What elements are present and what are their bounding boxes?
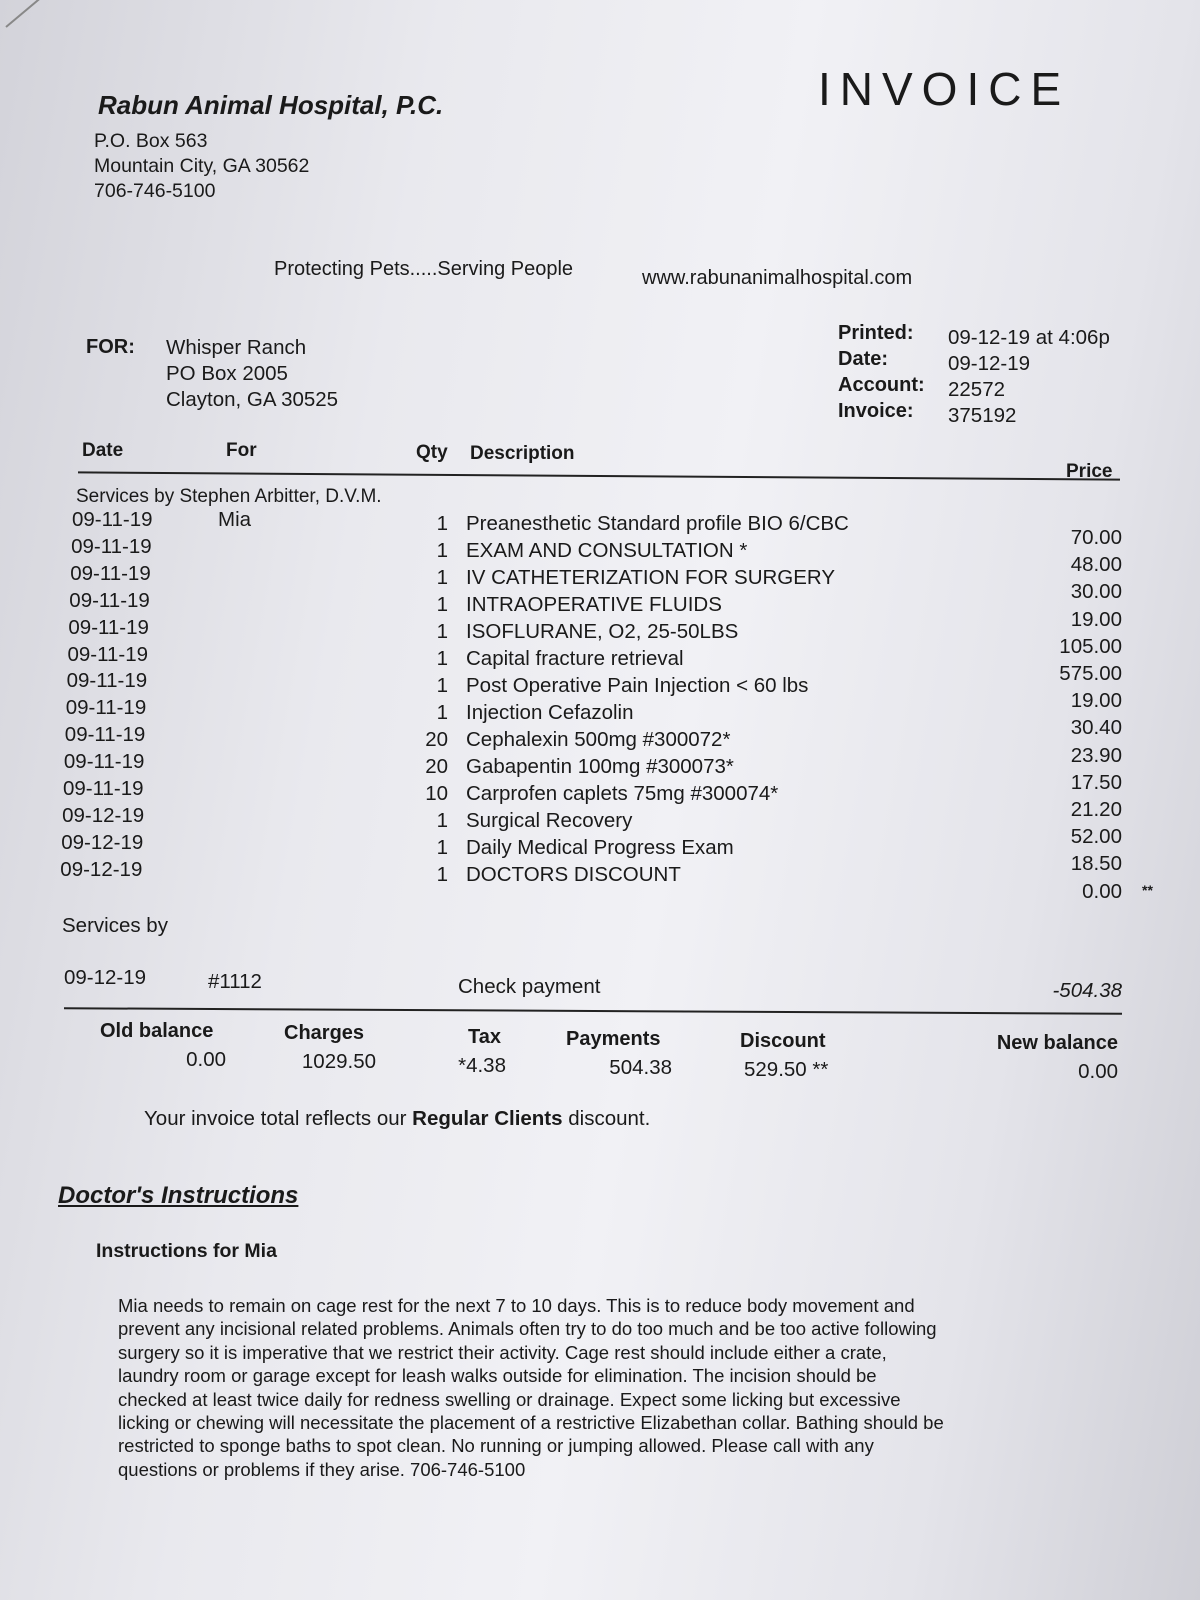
line-item-description: Carprofen caplets 75mg #300074*: [466, 781, 779, 805]
line-item-description: IV CATHETERIZATION FOR SURGERY: [466, 565, 836, 589]
line-item-description: DOCTORS DISCOUNT: [466, 862, 681, 886]
line-item-date: 09-12-19: [61, 830, 144, 854]
tax-label: Tax: [468, 1026, 501, 1048]
line-item-qty: 1: [436, 512, 448, 535]
clinic-phone: 706-746-5100: [94, 180, 216, 202]
line-item-qty: 1: [436, 538, 448, 562]
line-item-price: 575.00: [1059, 662, 1122, 685]
line-item-qty: 10: [425, 781, 448, 805]
line-item-price: 48.00: [1070, 553, 1122, 577]
discount-note-suffix: discount.: [562, 1107, 651, 1130]
line-item-date: 09-11-19: [68, 615, 149, 639]
invoice-title: INVOICE: [818, 63, 1071, 115]
line-item-date: 09-11-19: [71, 534, 152, 558]
line-item-date: 09-11-19: [66, 669, 148, 693]
printed-value: 09-12-19 at 4:06p: [948, 326, 1110, 349]
payments-label: Payments: [566, 1028, 661, 1050]
payment-reference: #1112: [208, 970, 262, 993]
line-item-qty: 1: [436, 862, 448, 886]
printed-label: Printed:: [838, 322, 914, 344]
bill-to-line: Clayton, GA 30525: [166, 388, 339, 411]
line-item-qty: 1: [436, 646, 448, 670]
line-item-description: Surgical Recovery: [466, 808, 633, 832]
payment-description: Check payment: [458, 975, 601, 998]
line-item-qty: 1: [436, 700, 448, 724]
old-balance-value: 0.00: [186, 1048, 226, 1071]
line-item-price: 30.00: [1070, 580, 1122, 604]
column-header-for: For: [226, 440, 257, 461]
bill-to-line: Whisper Ranch: [166, 336, 307, 359]
line-item-description: Daily Medical Progress Exam: [466, 835, 734, 859]
clinic-address-line: P.O. Box 563: [94, 130, 208, 152]
line-item-description: EXAM AND CONSULTATION *: [466, 538, 748, 562]
line-item-price: 21.20: [1070, 798, 1122, 821]
line-item-date: 09-11-19: [69, 588, 150, 612]
line-item-description: Injection Cefazolin: [466, 700, 634, 724]
line-item-qty: 20: [425, 727, 448, 751]
line-item-price: 30.40: [1070, 716, 1122, 740]
line-item-description: Cephalexin 500mg #300072*: [466, 727, 731, 751]
provider-line: Services by Stephen Arbitter, D.V.M.: [76, 486, 382, 507]
charges-value: 1029.50: [301, 1050, 376, 1073]
discount-note: [144, 1107, 650, 1131]
line-item-qty: 1: [436, 565, 448, 589]
line-item-price: 70.00: [1070, 526, 1122, 549]
line-item-row: [0, 508, 1200, 549]
line-item-description: Preanesthetic Standard profile BIO 6/CBC: [466, 512, 849, 535]
instructions-heading: Doctor's Instructions: [58, 1182, 299, 1209]
clinic-website: www.rabunanimalhospital.com: [642, 267, 913, 289]
discount-value: 529.50 **: [744, 1058, 829, 1081]
line-item-date: 09-12-19: [62, 803, 145, 827]
line-item-mark: **: [1142, 881, 1153, 898]
services-by-label: Services by: [62, 914, 168, 937]
line-item-date: 09-12-19: [60, 857, 143, 881]
line-item-date: 09-11-19: [67, 642, 149, 666]
discount-label: Discount: [740, 1030, 826, 1052]
line-item-description: Capital fracture retrieval: [466, 646, 684, 670]
line-item-qty: 1: [436, 835, 448, 859]
column-header-qty: Qty: [416, 442, 448, 463]
clinic-address-line: Mountain City, GA 30562: [94, 155, 310, 177]
payment-date: 09-12-19: [64, 966, 147, 989]
new-balance-value: 0.00: [1078, 1060, 1118, 1083]
line-item-date: 09-11-19: [72, 508, 153, 531]
line-item-date: 09-11-19: [63, 777, 144, 800]
line-item-description: Post Operative Pain Injection < 60 lbs: [466, 673, 809, 697]
line-item-for: Mia: [218, 508, 252, 531]
line-item-price: 17.50: [1070, 770, 1122, 794]
new-balance-label: New balance: [996, 1032, 1118, 1054]
column-header-price: Price: [1066, 461, 1113, 482]
payments-value: 504.38: [609, 1056, 672, 1079]
column-header-date: Date: [82, 440, 124, 461]
discount-note-prefix: Your invoice total reflects our: [144, 1107, 413, 1130]
invoice-number-value: 375192: [948, 404, 1017, 427]
discount-note-bold: Regular Clients: [412, 1107, 563, 1130]
charges-label: Charges: [284, 1022, 365, 1044]
clinic-name: Rabun Animal Hospital, P.C.: [98, 90, 444, 120]
pen-mark: [5, 0, 52, 28]
line-item-qty: 1: [436, 619, 448, 643]
line-item-qty: 20: [425, 754, 448, 778]
line-item-price: 52.00: [1070, 825, 1122, 849]
line-item-qty: 1: [436, 592, 448, 616]
date-value: 09-12-19: [948, 352, 1031, 375]
line-item-price: 19.00: [1070, 607, 1122, 631]
line-item-qty: 1: [436, 673, 448, 697]
old-balance-label: Old balance: [100, 1020, 214, 1042]
account-label: Account:: [838, 374, 925, 396]
line-item-date: 09-11-19: [64, 723, 146, 747]
invoice-number-label: Invoice:: [838, 400, 914, 422]
line-item-price: 105.00: [1059, 634, 1122, 658]
line-item-date: 09-11-19: [63, 750, 145, 774]
account-value: 22572: [948, 378, 1006, 401]
tax-value: *4.38: [458, 1054, 506, 1077]
instructions-body: Mia needs to remain on cage rest for the next 7 to 10 days. This is to reduce body movement and prevent any incisional related problems. Animals often try to do too much and be too active following surgery so it is imperative that we restrict their activity. Cage rest should include either a crate, laundry room or garage except for leash walks outside for elimination. The incision should be checked at least twice daily for redness swelling or drainage. Expect some licking but excessive licking or chewing will necessitate the placement of a restrictive Elizabethan collar. Bathing should be restricted to sponge baths to spot clean. No running or jumping allowed. Please call with any questions or problems if they arise. 706-746-5100: [118, 1295, 944, 1480]
header-rule: [78, 471, 1120, 480]
payment-amount: -504.38: [1052, 979, 1122, 1002]
line-item-description: ISOFLURANE, O2, 25-50LBS: [466, 619, 739, 643]
line-item-date: 09-11-19: [70, 561, 151, 585]
clinic-tagline: Protecting Pets.....Serving People: [274, 258, 574, 280]
line-item-description: Gabapentin 100mg #300073*: [466, 754, 734, 778]
column-header-description: Description: [470, 443, 575, 464]
line-item-description: INTRAOPERATIVE FLUIDS: [466, 592, 722, 616]
line-item-price: 19.00: [1070, 689, 1122, 713]
line-item-price: 23.90: [1070, 743, 1122, 767]
line-item-price: 0.00: [1082, 879, 1122, 903]
line-item-price: 18.50: [1070, 852, 1122, 876]
bill-to-label: FOR:: [86, 336, 135, 358]
date-label: Date:: [838, 348, 889, 370]
bill-to-line: PO Box 2005: [166, 362, 288, 385]
line-item-qty: 1: [436, 808, 448, 832]
instructions-subheading: Instructions for Mia: [96, 1240, 277, 1262]
summary-rule: [64, 1007, 1122, 1015]
line-item-date: 09-11-19: [65, 696, 147, 720]
line-item-row: [0, 857, 1200, 903]
